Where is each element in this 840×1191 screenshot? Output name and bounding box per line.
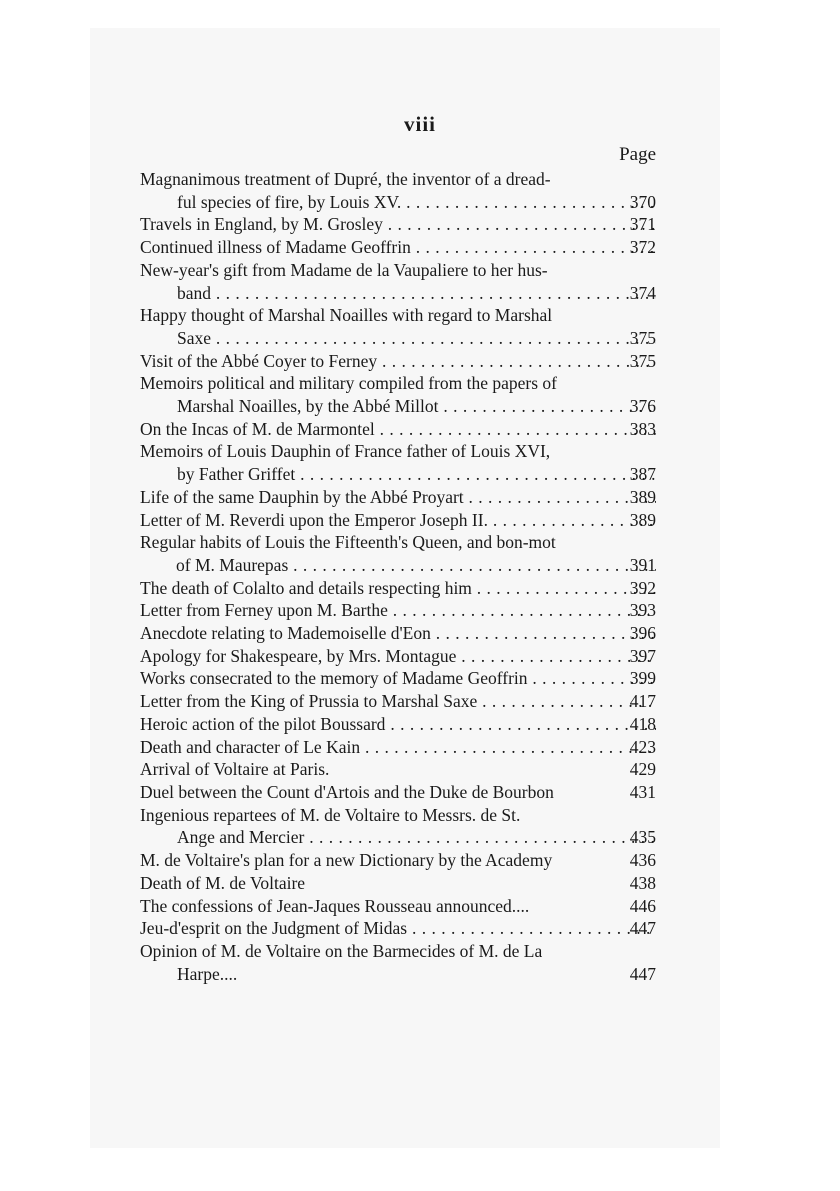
toc-entry: [140, 713, 656, 736]
entry-title-line: Anecdote relating to Mademoiselle d'Eon: [140, 623, 431, 644]
entry-title-line: Duel between the Count d'Artois and the Duke de Bourbon: [140, 781, 554, 802]
toc-entry: [140, 509, 656, 532]
toc-entry: [140, 872, 656, 895]
toc-entry: [140, 849, 656, 872]
toc-entry: [140, 372, 656, 417]
page-number: 397: [629, 645, 656, 666]
page-number: 435: [629, 827, 656, 848]
toc-entry: [140, 304, 656, 349]
toc-entry: [140, 577, 656, 600]
table-of-contents: [140, 168, 656, 985]
entry-title-line: Death and character of Le Kain: [140, 736, 361, 757]
entry-title-line: Arrival of Voltaire at Paris.: [140, 759, 330, 780]
toc-entry: [140, 599, 656, 622]
entry-title-line: Heroic action of the pilot Boussard: [140, 713, 386, 734]
page-number: 383: [629, 418, 656, 439]
entry-title-line: Letter from the King of Prussia to Marshal Saxe: [140, 691, 478, 712]
page-number: 438: [629, 872, 656, 893]
page-number: 387: [629, 464, 656, 485]
toc-entry: [140, 213, 656, 236]
toc-entry: [140, 940, 656, 985]
page-number: 375: [629, 327, 656, 348]
page-number: 375: [629, 350, 656, 371]
page-number: 370: [629, 191, 656, 212]
toc-entry: [140, 804, 656, 849]
entry-title-line: Memoirs political and military compiled from the papers of: [140, 373, 557, 394]
entry-title-line: The death of Colalto and details respecting him: [140, 577, 472, 598]
entry-title-line: M. de Voltaire's plan for a new Dictionary by the Academy: [140, 850, 553, 871]
entry-title-line: Letter of M. Reverdi upon the Emperor Joseph II.: [140, 509, 488, 530]
toc-entry: [140, 690, 656, 713]
toc-entry: [140, 350, 656, 373]
entry-title-line: Apology for Shakespeare, by Mrs. Montague: [140, 645, 457, 666]
page-number: 374: [629, 282, 656, 303]
entry-title-line: Works consecrated to the memory of Madame Geoffrin: [140, 668, 528, 689]
entry-title-line: Saxe: [177, 327, 212, 348]
toc-entry: [140, 418, 656, 441]
entry-title-line: band: [177, 282, 212, 303]
entry-title-line: Happy thought of Marshal Noailles with regard to Marshal: [140, 305, 553, 326]
page-number: 399: [629, 668, 656, 689]
page-number: 417: [629, 691, 656, 712]
page-number: 396: [629, 623, 656, 644]
toc-entry: [140, 168, 656, 213]
toc-entry: [140, 440, 656, 485]
page-number: 418: [629, 713, 656, 734]
entry-title-line: Memoirs of Louis Dauphin of France father of Louis XVI,: [140, 441, 551, 462]
entry-title-line: Continued illness of Madame Geoffrin: [140, 237, 411, 258]
toc-entry: [140, 895, 656, 918]
page-column-heading: Page: [619, 144, 656, 165]
page-number: 393: [629, 600, 656, 621]
entry-title-line: The confessions of Jean-Jaques Rousseau announced....: [140, 895, 530, 916]
toc-entry: [140, 259, 656, 304]
toc-entry: [140, 781, 656, 804]
page-number: 436: [629, 850, 656, 871]
entry-title-line: Regular habits of Louis the Fifteenth's Queen, and bon-mot: [140, 532, 556, 553]
page-number: 372: [629, 237, 656, 258]
entry-title-line: Harpe....: [177, 963, 238, 984]
toc-entry: [140, 486, 656, 509]
page-folio: viii: [403, 112, 436, 136]
toc-entry: [140, 758, 656, 781]
page-number: 389: [629, 486, 656, 507]
toc-entry: [140, 531, 656, 576]
page-number: 376: [629, 396, 656, 417]
toc-entry: [140, 667, 656, 690]
toc-entry: [140, 736, 656, 759]
entry-title-line: New-year's gift from Madame de la Vaupaliere to her hus-: [140, 259, 548, 280]
entry-title-line: Jeu-d'esprit on the Judgment of Midas: [140, 918, 408, 939]
entry-title-line: Opinion of M. de Voltaire on the Barmecides of M. de La: [140, 940, 543, 961]
entry-title-line: Letter from Ferney upon M. Barthe: [140, 600, 388, 621]
page-number: 391: [629, 554, 656, 575]
entry-title-line: Death of M. de Voltaire: [140, 872, 306, 893]
entry-title-line: Marshal Noailles, by the Abbé Millot: [177, 396, 439, 417]
toc-entry: [140, 236, 656, 259]
toc-entry: [140, 645, 656, 668]
entry-title-line: Visit of the Abbé Coyer to Ferney: [140, 350, 378, 371]
toc-entry: [140, 622, 656, 645]
entry-title-line: of M. Maurepas: [176, 554, 289, 575]
entry-title-line: Life of the same Dauphin by the Abbé Proyart: [140, 486, 464, 507]
page-number: 431: [629, 781, 656, 802]
toc-entry: [140, 917, 656, 940]
entry-title-line: Magnanimous treatment of Dupré, the inventor of a dread-: [140, 169, 551, 189]
page-number: 429: [629, 759, 656, 780]
entry-title-line: by Father Griffet: [177, 464, 296, 485]
page-number: 447: [629, 963, 656, 984]
page-number: 389: [629, 509, 656, 530]
page-number: 371: [629, 214, 656, 235]
page-number: 446: [629, 895, 656, 916]
entry-title-line: Travels in England, by M. Grosley: [140, 214, 383, 235]
page-number: 392: [629, 577, 656, 598]
entry-title-line: Ange and Mercier: [177, 827, 305, 848]
entry-title-line: Ingenious repartees of M. de Voltaire to Messrs. de St.: [140, 804, 521, 825]
entry-title-line: ful species of fire, by Louis XV.: [177, 191, 402, 212]
page-number: 447: [629, 918, 656, 939]
page-number: 423: [629, 736, 656, 757]
entry-title-line: On the Incas of M. de Marmontel: [140, 418, 375, 439]
